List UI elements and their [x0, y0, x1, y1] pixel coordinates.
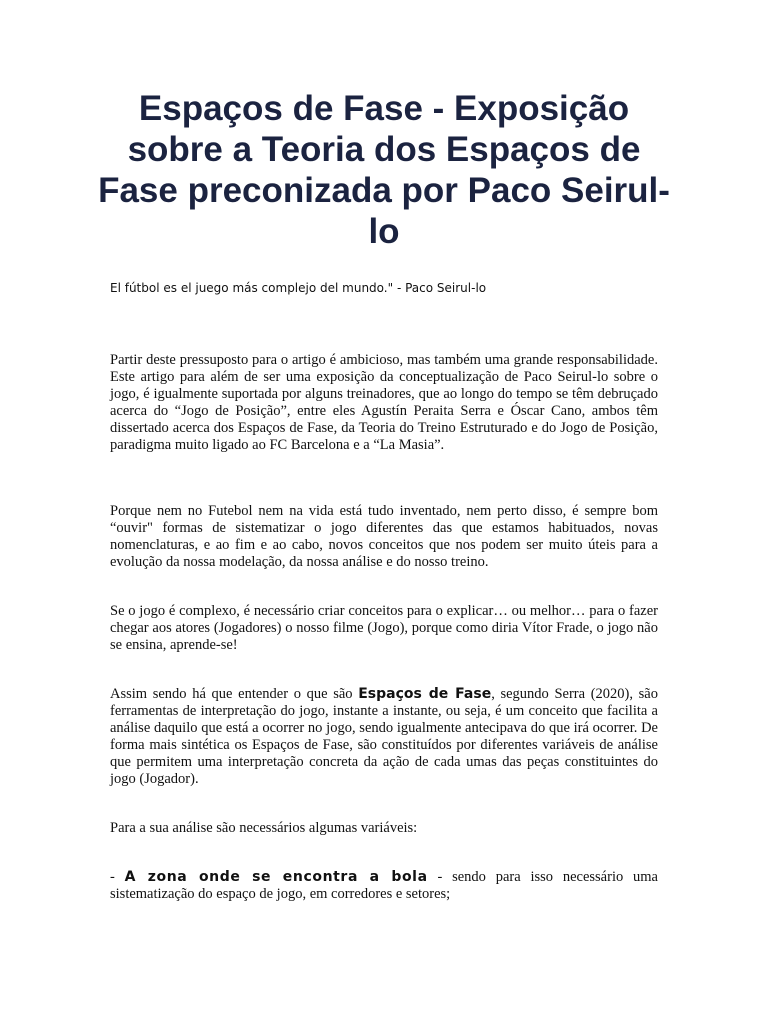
paragraph-definition [110, 686, 658, 788]
list-item-dash: - [110, 869, 125, 885]
paragraph-variables-intro: Para a sua análise são necessários algumas variáveis: [110, 820, 418, 836]
keyword-ball-zone: A zona onde se encontra a bola [124, 869, 428, 885]
document-title: Espaços de Fase - Exposição sobre a Teoria dos Espaços de Fase preconizada por Paco Seirul-lo [98, 89, 670, 251]
paragraph-complexity: Se o jogo é complexo, é necessário criar conceitos para o explicar… ou melhor… para o fazer chegar aos atores (Jogadores) o nosso filme (Jogo), porque como diria Vítor Frade, o jogo não se ensina, aprende-se! [110, 603, 658, 653]
definition-text-before: Assim sendo há que entender o que são [110, 686, 359, 702]
opening-quote: El fútbol es el juego más complejo del mundo." - Paco Seirul-lo [110, 281, 487, 295]
paragraph-systematize: Porque nem no Futebol nem na vida está tudo inventado, nem perto disso, é sempre bom “ouvir" formas de sistematizar o jogo diferentes das que estamos habituados, novas nomenclaturas, e ao fim e ao cabo, novos conceitos que nos podem ser muito úteis para a evolução da nossa modelação, da nossa análise e do nosso treino. [110, 503, 658, 570]
list-item-ball-zone [110, 869, 658, 903]
definition-text-after: , segundo Serra (2020), são ferramentas de interpretação do jogo, instante a instante, ou seja, é um conceito que facilita a análise daquilo que está a ocorrer no jogo, sendo igualmente antecipava do que irá ocorrer. De forma mais sintética os Espaços de Fase, são constituídos por diferentes variáveis de análise que permitem uma interpretação concreta da ação de cada umas das peças constituintes do jogo (Jogador). [110, 686, 658, 787]
keyword-espacos-de-fase: Espaços de Fase [358, 686, 492, 702]
paragraph-intro: Partir deste pressuposto para o artigo é ambicioso, mas também uma grande responsabilidade. Este artigo para além de ser uma exposição da conceptualização de Paco Seirul-lo sobre o jogo, é igualmente suportada por alguns treinadores, que ao longo do tempo se têm debruçado acerca do “Jogo de Posição”, entre eles Agustín Peraita Serra e Óscar Cano, ambos têm dissertado acerca dos Espaços de Fase, da Teoria do Treino Estruturado e do Jogo de Posição, paradigma muito ligado ao FC Barcelona e a “La Masia”. [110, 352, 658, 453]
list-item-text: - sendo para isso necessário uma sistematização do espaço de jogo, em corredores e setores; [110, 869, 658, 902]
